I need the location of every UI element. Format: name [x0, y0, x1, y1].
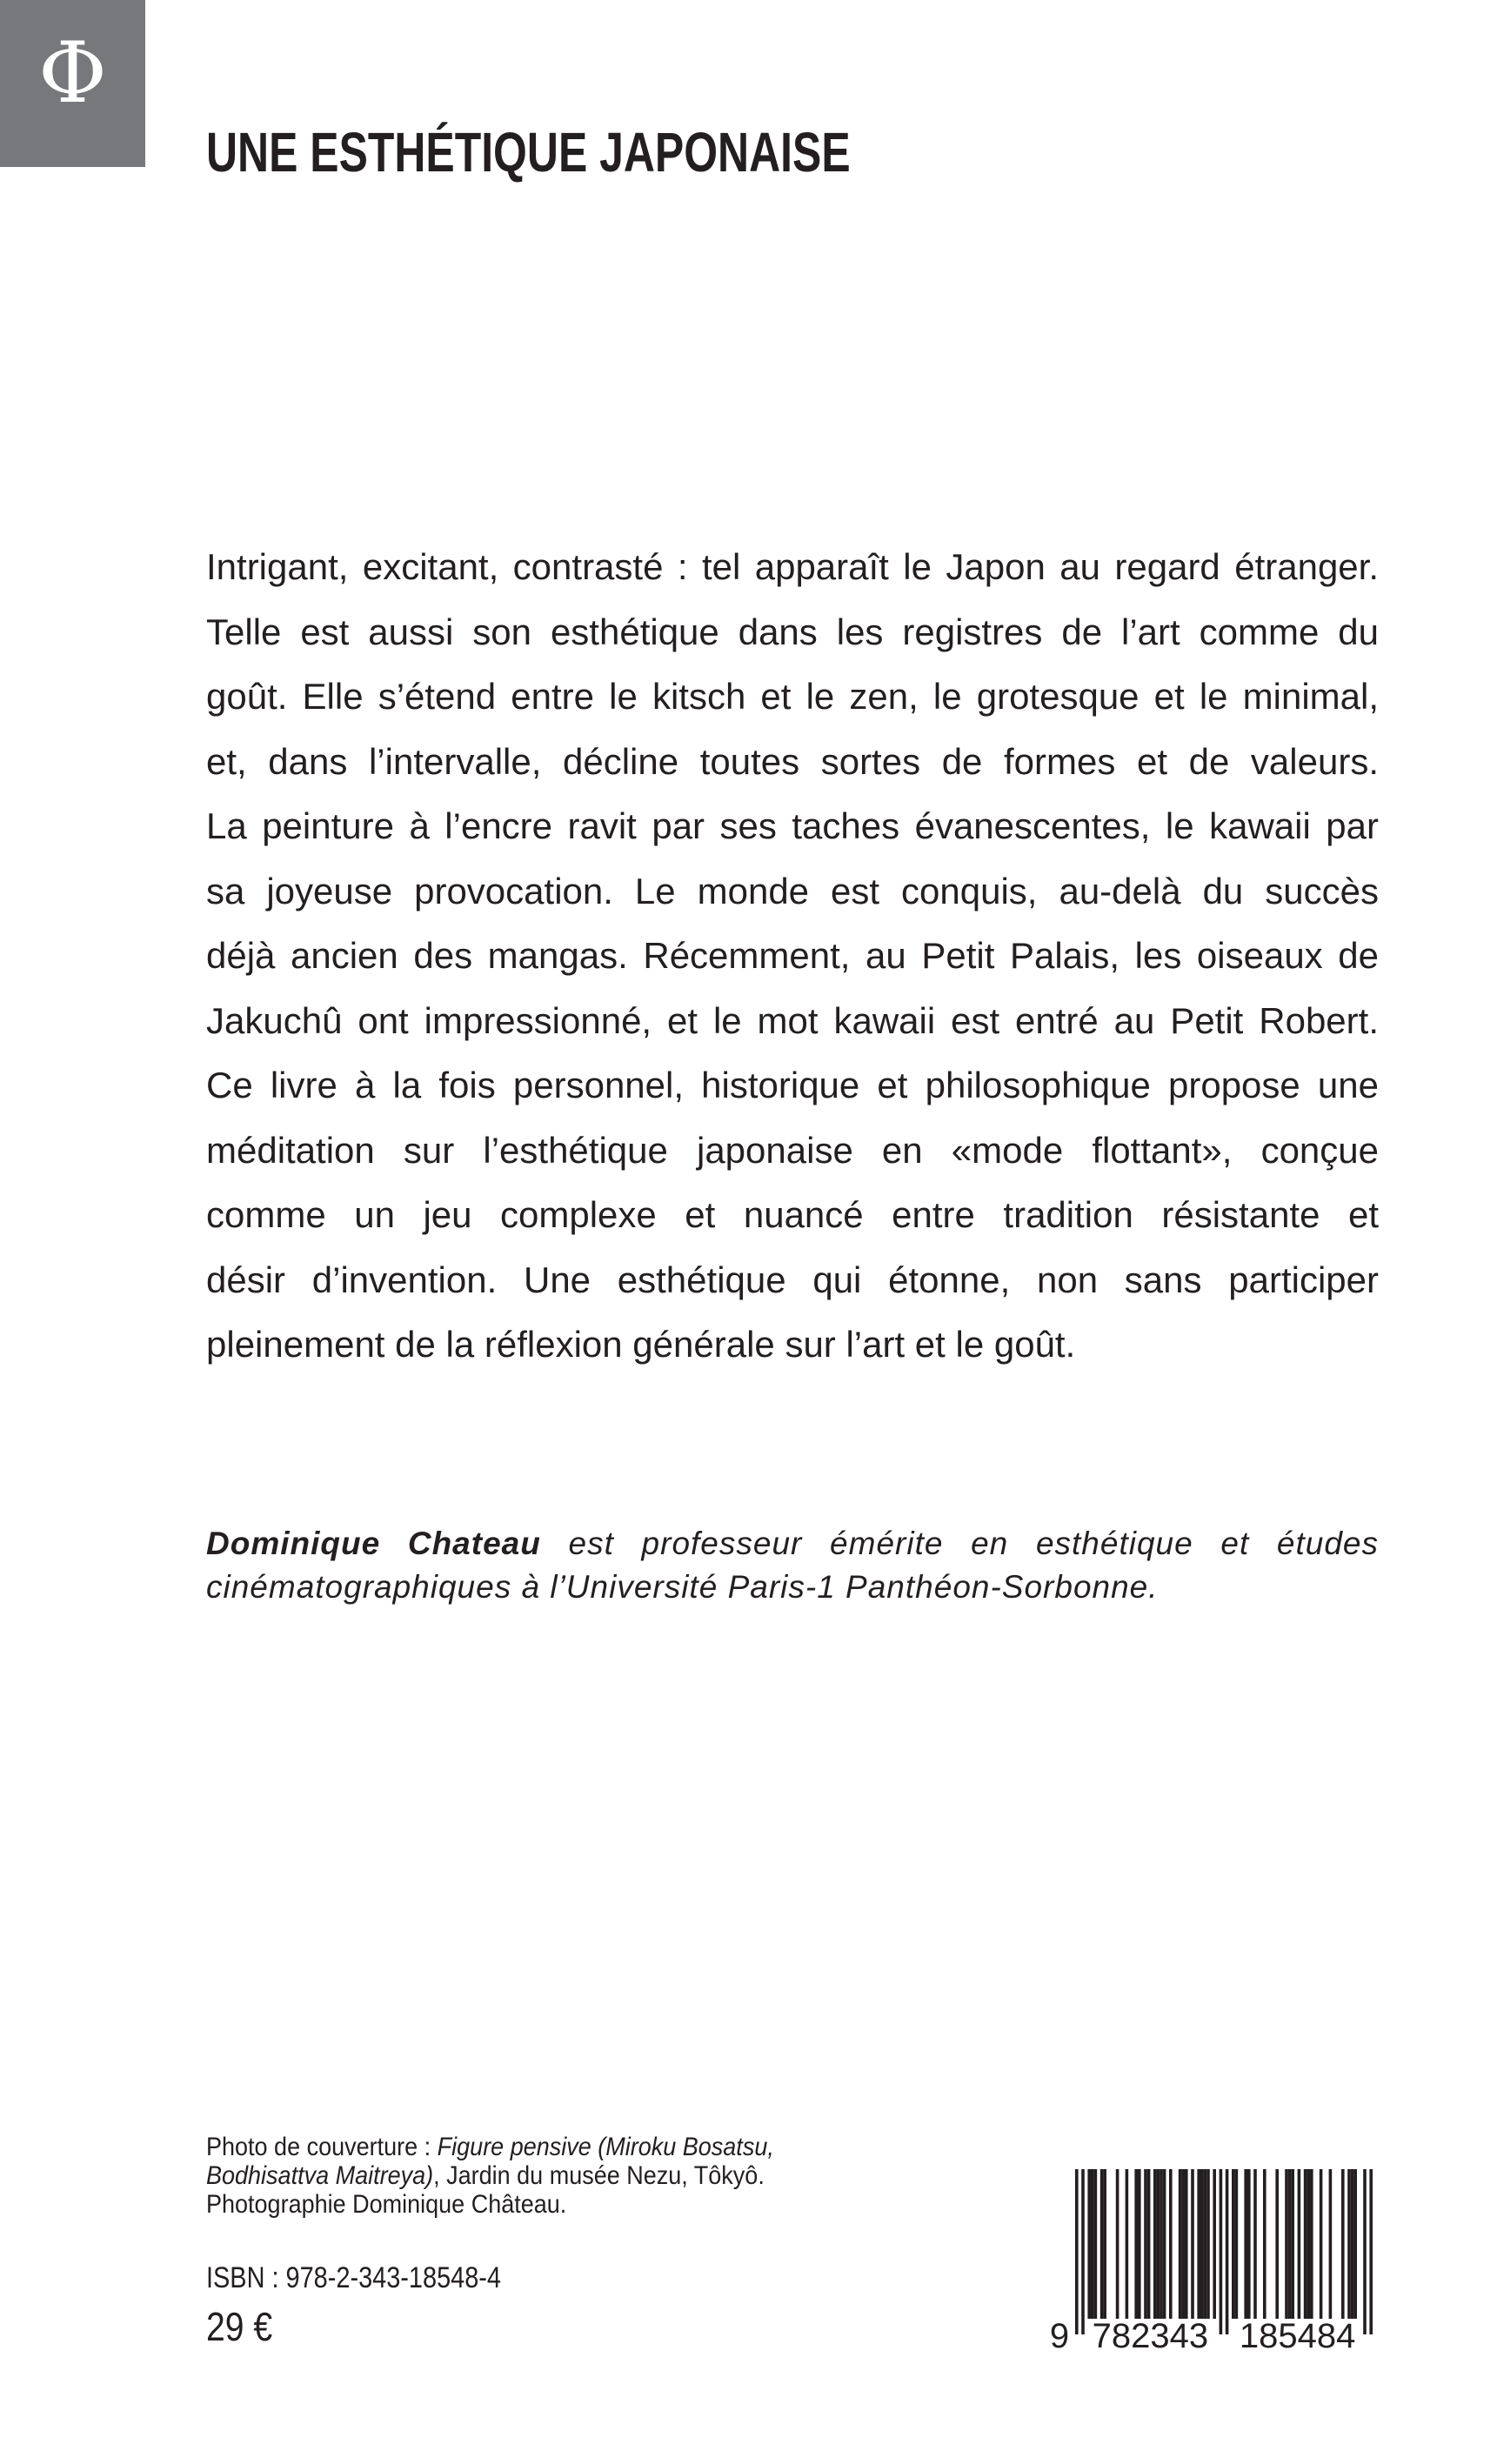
barcode-bar [1285, 2169, 1288, 2319]
barcode-bar [1347, 2169, 1351, 2319]
barcode-bar [1134, 2169, 1138, 2319]
barcode-bar [1304, 2169, 1307, 2319]
barcode-bar [1226, 2169, 1229, 2334]
description-line: goût. Elle s’étend entre le kitsch et le zen, le grotesque et le minimal, [206, 676, 1379, 717]
credits-photographer: Photographie Dominique Château. [206, 2190, 567, 2219]
description-line: comme un jeu complexe et nuancé entre tradition résistante et [206, 1194, 1379, 1235]
author-bio-line: cinématographiques à l’Université Paris-1 Panthéon-Sorbonne. [206, 1569, 1159, 1605]
barcode-bar [1144, 2169, 1147, 2319]
description-line: désir d’invention. Une esthétique qui étonne, non sans participer [206, 1259, 1379, 1300]
barcode-bar [1157, 2169, 1160, 2319]
barcode-bar [1075, 2169, 1079, 2334]
barcode-bar [1094, 2169, 1098, 2319]
credits-title-cont: Bodhisattva Maitreya) [206, 2161, 434, 2190]
barcode-bar [1081, 2169, 1085, 2334]
barcode-bar [1288, 2169, 1292, 2319]
description-line: méditation sur l’esthétique japonaise en «mode flottant», conçue [206, 1129, 1379, 1171]
book-title: UNE ESTHÉTIQUE JAPONAISE [206, 121, 851, 184]
barcode-digits: 9 [1049, 2317, 1070, 2352]
barcode-bar [1263, 2169, 1266, 2319]
barcode-bar [1298, 2169, 1301, 2319]
barcode-bar [1100, 2169, 1104, 2319]
barcode-bar [1310, 2169, 1313, 2319]
barcode-bar [1341, 2169, 1345, 2319]
description-line: Intrigant, excitant, contrasté : tel apparaît le Japon au regard étranger. [206, 546, 1379, 587]
barcode-bar [1363, 2169, 1367, 2334]
author-bio-text: est professeur émérite en esthétique et études [568, 1526, 1380, 1561]
ean-barcode [1044, 2169, 1409, 2352]
barcode-bar [1163, 2169, 1166, 2319]
barcode-bar [1253, 2169, 1257, 2319]
barcode-bar [1126, 2169, 1129, 2319]
phi-icon: Φ [38, 24, 107, 122]
barcode-digits: 185484 [1239, 2317, 1356, 2352]
description-line: sa joyeuse provocation. Le monde est conquis, au-delà du succès [206, 870, 1379, 911]
barcode-bar [1169, 2169, 1173, 2319]
barcode-bar [1103, 2169, 1106, 2319]
credits-label: Photo de couverture : [206, 2133, 438, 2161]
author-bio-line [206, 1524, 1379, 1567]
price: 29 € [206, 2304, 273, 2349]
barcode-bar [1353, 2169, 1357, 2319]
barcode-bar [1275, 2169, 1279, 2319]
barcode-bar [1138, 2169, 1141, 2319]
credits-title: Figure pensive (Miroku Bosatsu, [437, 2133, 774, 2161]
description-line: Jakuchû ont impressionné, et le mot kawaii est entré au Petit Robert. [206, 999, 1379, 1041]
description-line: La peinture à l’encre ravit par ses taches évanescentes, le kawaii par [206, 805, 1379, 846]
barcode-bar [1116, 2169, 1119, 2319]
barcode-bar [1307, 2169, 1310, 2319]
barcode-bar [1087, 2169, 1091, 2319]
photo-credits [206, 2133, 774, 2219]
barcode-bar [1181, 2169, 1185, 2319]
barcode-bar [1197, 2169, 1200, 2319]
barcode-bar [1320, 2169, 1323, 2319]
description-line: déjà ancien des mangas. Récemment, au Petit Palais, les oiseaux de [206, 935, 1379, 976]
publisher-logo [0, 0, 145, 167]
barcode-digits: 782343 [1092, 2317, 1209, 2352]
barcode-bar [1351, 2169, 1354, 2319]
barcode-bar [1291, 2169, 1294, 2319]
description-line: Ce livre à la fois personnel, historique et philosophique propose une [206, 1065, 1379, 1105]
description-line: Telle est aussi son esthétique dans les registres de l’art comme du [206, 611, 1379, 652]
barcode-bar [1206, 2169, 1210, 2319]
author-name: Dominique Chateau [206, 1526, 541, 1561]
description-line: et, dans l’intervalle, décline toutes sortes de formes et de valeurs. [206, 740, 1379, 782]
barcode-bar [1235, 2169, 1239, 2319]
barcode-bar [1200, 2169, 1204, 2319]
barcode-bar [1191, 2169, 1194, 2319]
description-line: pleinement de la réflexion générale sur l’art et le goût. [206, 1324, 1076, 1365]
barcode-bar [1232, 2169, 1235, 2319]
barcode-bar [1220, 2169, 1223, 2334]
barcode-bar [1153, 2169, 1157, 2319]
credits-location: , Jardin du musée Nezu, Tôkyô. [433, 2161, 765, 2190]
author-bio [206, 1524, 1379, 1611]
book-description [206, 543, 1379, 1386]
barcode-bar [1369, 2169, 1373, 2334]
barcode-bar [1147, 2169, 1151, 2319]
barcode-bar [1160, 2169, 1163, 2319]
isbn: ISBN : 978-2-343-18548-4 [206, 2261, 501, 2294]
barcode-bar [1329, 2169, 1333, 2319]
barcode-bar [1247, 2169, 1251, 2319]
barcode-bar [1244, 2169, 1247, 2319]
barcode-bar [1179, 2169, 1182, 2319]
barcode-bar [1185, 2169, 1188, 2319]
barcode-bar [1213, 2169, 1216, 2319]
barcode-bar [1204, 2169, 1207, 2319]
barcode-bar [1091, 2169, 1094, 2319]
